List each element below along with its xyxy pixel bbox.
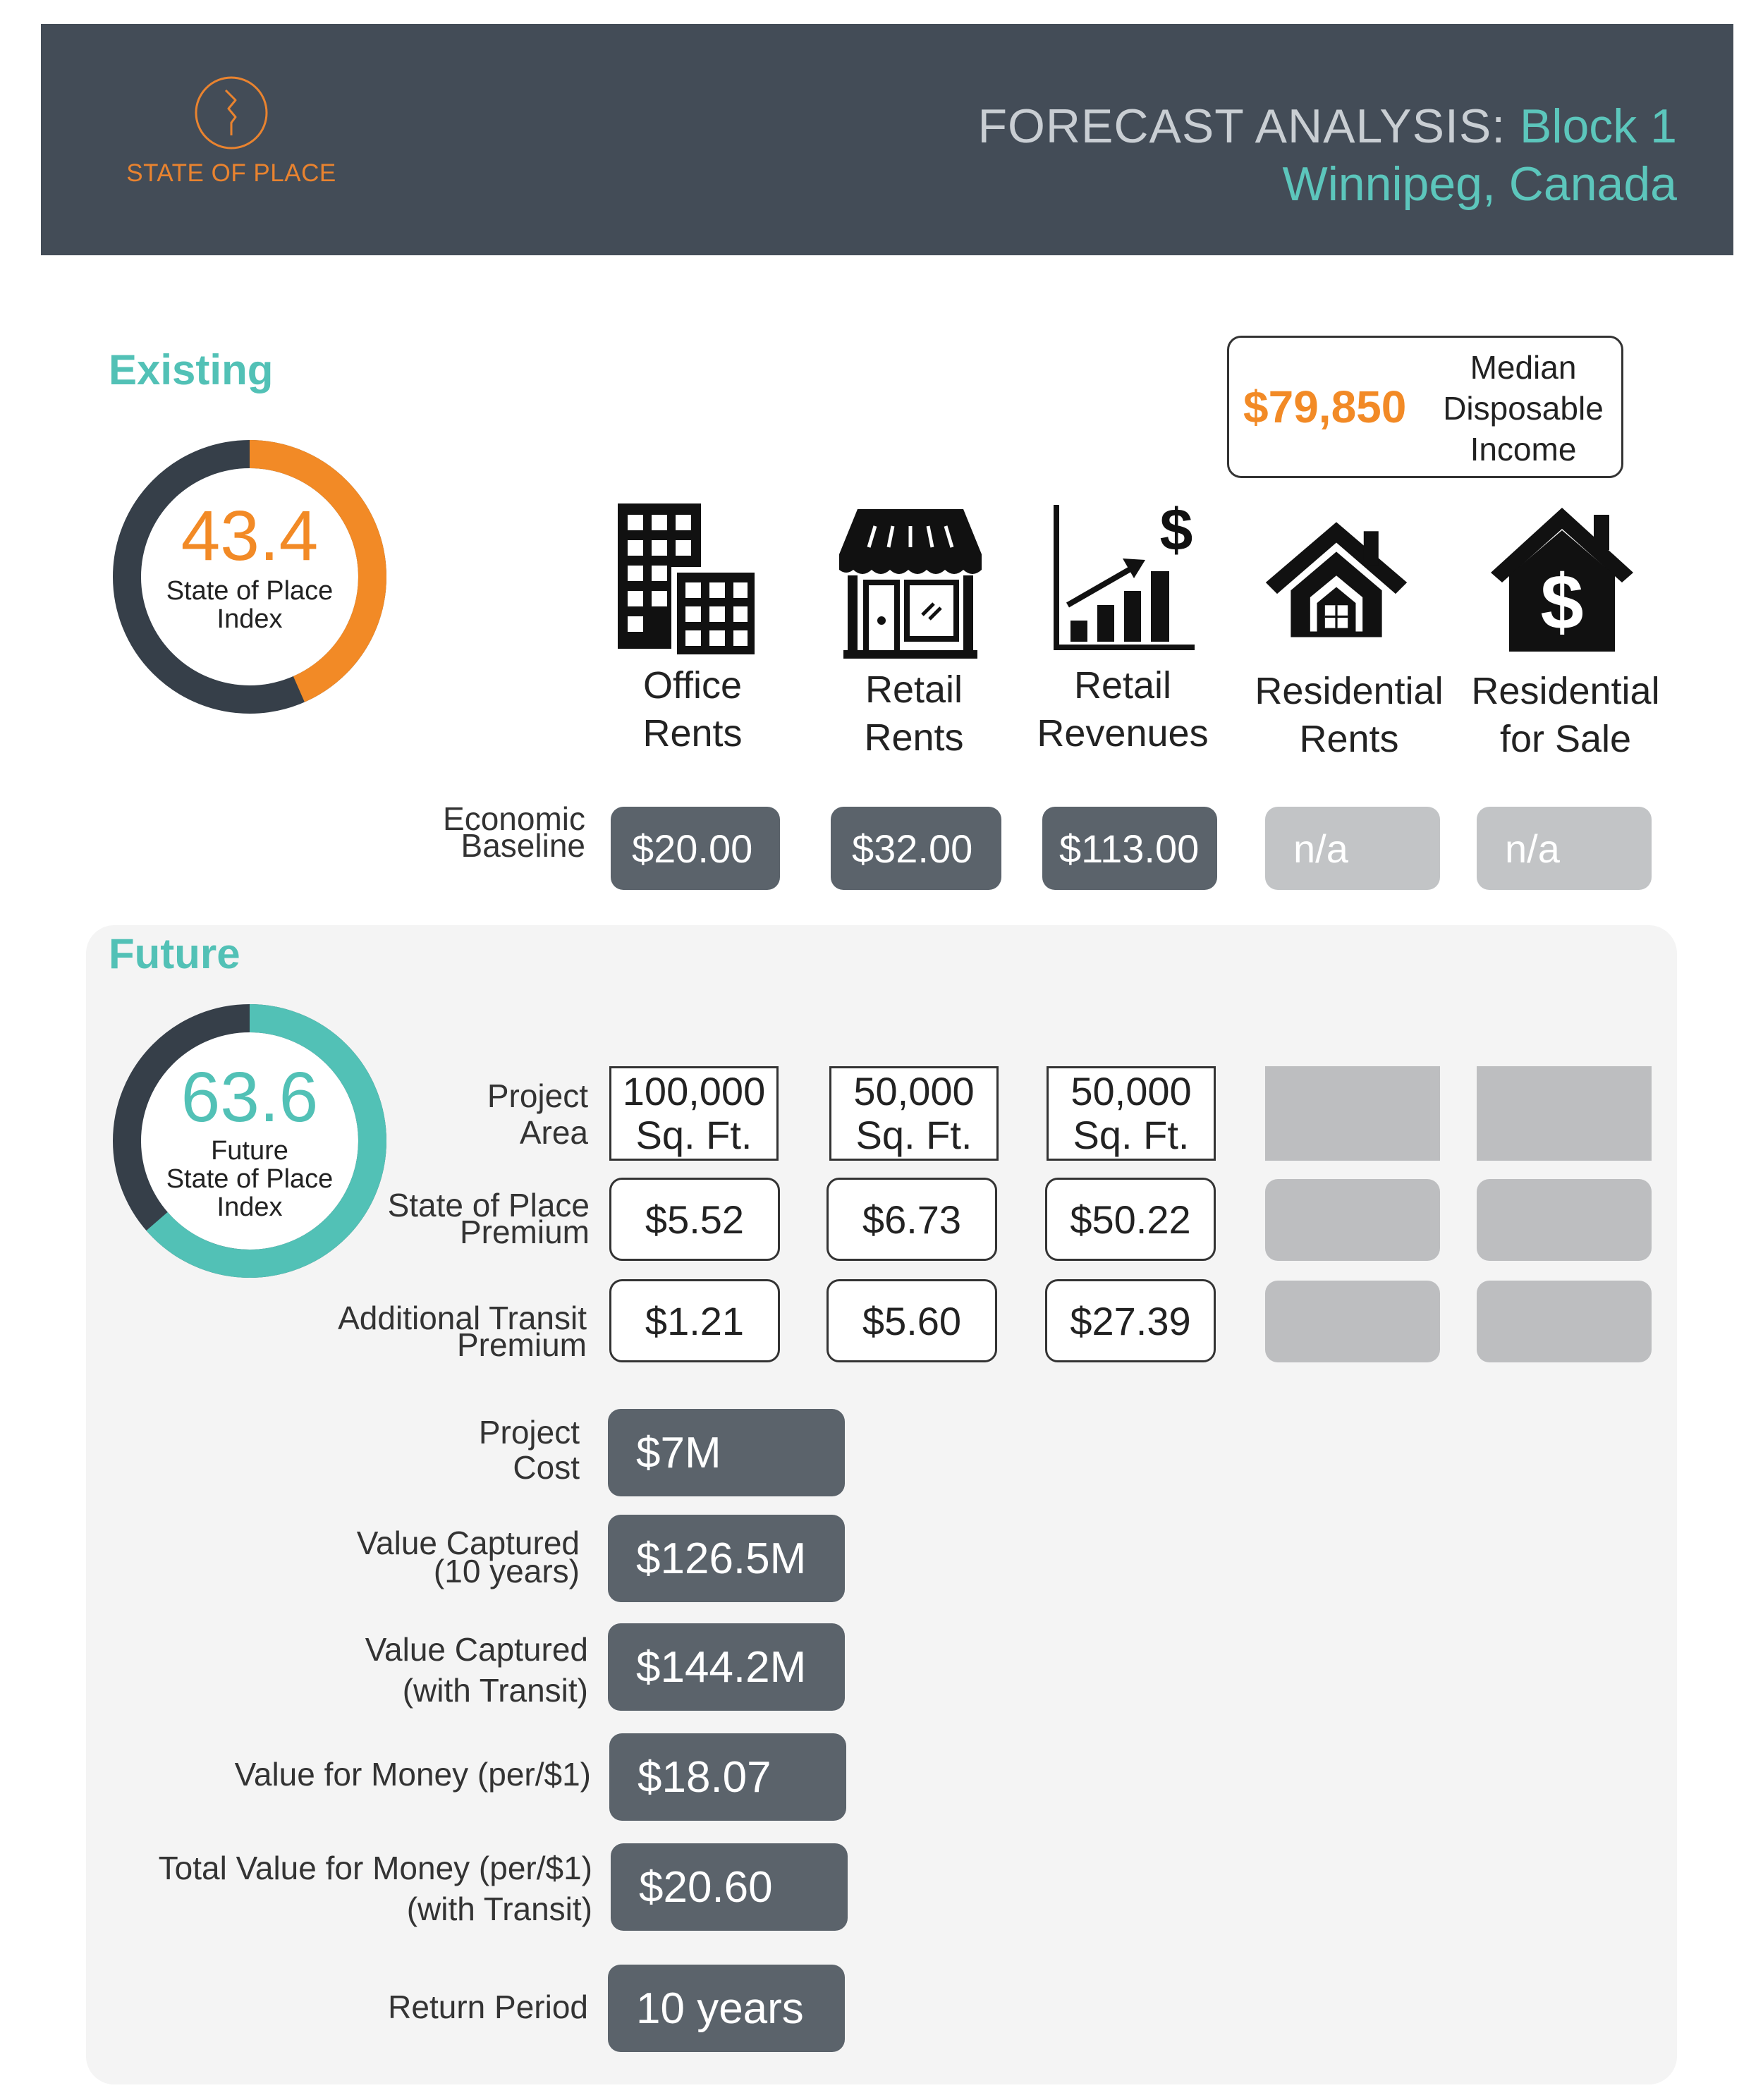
label-line-2: Premium [456,1326,587,1363]
category-line-2: for Sale [1499,718,1632,760]
label-line-2: Cost [513,1449,580,1486]
label-line-2: Premium [459,1214,590,1250]
office-buildings-icon [614,501,762,656]
svg-text:$: $ [1159,501,1193,563]
future-index-label-2: State of Place [166,1164,334,1194]
sop-premium-label [387,1187,590,1250]
label-line-1: State of Place [387,1187,590,1223]
label-line-2: (10 years) [433,1553,580,1589]
baseline-retail-revenues: $113.00 [1042,807,1217,890]
category-line-1: Office [642,664,743,707]
house-dollar-icon [1488,505,1636,660]
project-area-label [487,1078,588,1151]
label-line-1: Value Captured [356,1525,580,1561]
future-index-value: 63.6 [181,1058,319,1137]
category-label-retail-rents [815,666,1013,762]
category-line-1: Residential [1471,670,1660,712]
label-line-1: Value Captured [365,1631,588,1668]
return-period-label: Return Period [388,1989,588,2025]
revenue-chart-icon [1049,501,1197,656]
area-unit: Sq. Ft. [635,1113,752,1157]
svg-text:$: $ [1540,559,1584,646]
sop-premium-retail-revenues: $50.22 [1045,1178,1216,1261]
state-of-place-logo-icon [189,71,274,155]
sop-premium-retail-rents: $6.73 [826,1178,997,1261]
label-line-1: Total Value for Money (per/$1) [158,1850,592,1886]
total-value-for-money-label [159,1848,592,1929]
project-area-residential-rents-empty [1265,1066,1440,1161]
transit-premium-office: $1.21 [609,1279,780,1362]
page-title [978,99,1678,154]
category-line-2: Rents [1299,718,1399,760]
area-number: 100,000 [622,1069,766,1113]
area-unit: Sq. Ft. [1073,1113,1190,1157]
category-line-1: Retail [865,669,963,711]
category-line-1: Retail [1073,664,1172,707]
title-block: Block 1 [1520,99,1677,153]
value-captured-transit-value: $144.2M [608,1623,845,1711]
storefront-icon [836,505,984,660]
label-line-1: Project [487,1078,588,1114]
category-line-2: Rents [642,712,743,755]
existing-index-label-1: State of Place [166,576,334,606]
category-line-2: Revenues [1037,712,1209,755]
label-line-1: Project [478,1414,580,1451]
economic-baseline-label [443,800,585,864]
project-area-retail-revenues [1047,1066,1216,1161]
label-line-1: Additional Transit [338,1300,587,1336]
label-line-2: (with Transit) [406,1891,592,1927]
house-icon [1262,505,1410,660]
label-line-1: Economic [443,800,585,837]
transit-premium-residential-sale-empty [1477,1281,1652,1362]
median-label-line-3: Income [1470,431,1577,468]
sop-premium-residential-sale-empty [1477,1179,1652,1261]
label-line-2: Area [519,1114,588,1151]
total-value-for-money-value: $20.60 [611,1843,848,1931]
median-income-value: $79,850 [1243,381,1407,432]
baseline-residential-for-sale: n/a [1477,807,1652,890]
transit-premium-residential-rents-empty [1265,1281,1440,1362]
category-label-residential-for-sale [1460,667,1671,763]
value-for-money-value: $18.07 [609,1733,846,1821]
value-captured-transit-label [365,1629,588,1711]
category-line-2: Rents [864,716,964,759]
logo-text: STATE OF PLACE [126,159,336,187]
area-unit: Sq. Ft. [855,1113,972,1157]
baseline-retail-rents: $32.00 [831,807,1001,890]
project-cost-value: $7M [608,1409,845,1496]
existing-index-value: 43.4 [181,496,319,575]
sop-premium-office: $5.52 [609,1178,780,1261]
category-label-retail-revenues [1024,661,1221,757]
sop-premium-residential-rents-empty [1265,1179,1440,1261]
existing-index-label-2: Index [216,604,283,634]
value-for-money-label: Value for Money (per/$1) [234,1756,591,1793]
transit-premium-retail-rents: $5.60 [826,1279,997,1362]
title-prefix: FORECAST ANALYSIS: [977,99,1520,153]
project-area-office [609,1066,779,1161]
category-label-office-rents [594,661,791,757]
transit-premium-retail-revenues: $27.39 [1045,1279,1216,1362]
value-captured-value: $126.5M [608,1515,845,1602]
project-area-retail-rents [829,1066,999,1161]
page-location: Winnipeg, Canada [1282,157,1677,211]
future-section-title: Future [109,930,240,977]
transit-premium-label [338,1300,587,1363]
return-period-value: 10 years [608,1965,845,2052]
area-number: 50,000 [1070,1069,1192,1113]
future-index-label-3: Index [216,1192,283,1222]
median-label-line-2: Disposable [1443,390,1604,427]
value-captured-label [356,1525,580,1589]
baseline-office-rents: $20.00 [611,807,780,890]
existing-section-title: Existing [109,346,274,393]
label-line-2: Baseline [460,827,585,864]
project-cost-label [479,1415,580,1485]
baseline-residential-rents: n/a [1265,807,1440,890]
label-line-2: (with Transit) [402,1672,588,1709]
future-index-label-1: Future [211,1136,288,1166]
project-area-residential-sale-empty [1477,1066,1652,1161]
median-label-line-1: Median [1470,349,1577,386]
median-income-label [1439,347,1608,470]
category-label-residential-rents [1240,667,1458,763]
area-number: 50,000 [853,1069,975,1113]
category-line-1: Residential [1255,670,1444,712]
